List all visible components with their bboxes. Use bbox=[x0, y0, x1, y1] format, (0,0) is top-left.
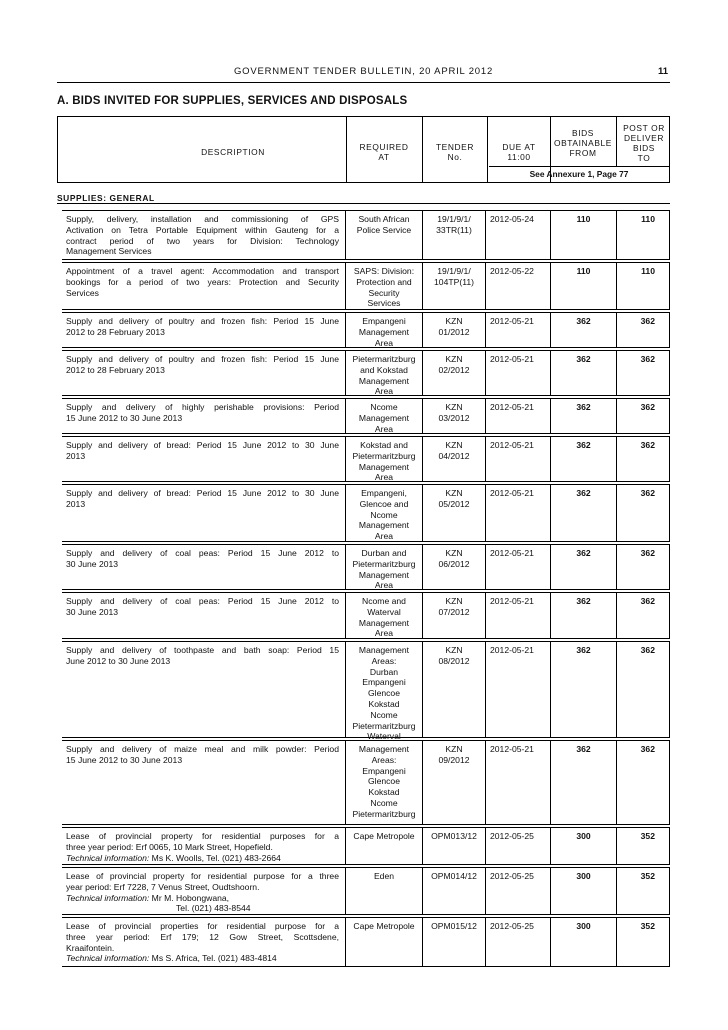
required-at-line: Area bbox=[374, 531, 394, 542]
page-number: 11 bbox=[657, 66, 668, 77]
col-tender-no bbox=[424, 142, 486, 162]
description-line: 2012 to 28 February 2013 bbox=[66, 326, 165, 337]
row-due-date: 2012-05-21 bbox=[485, 741, 550, 824]
row-post-deliver: 362 bbox=[616, 593, 670, 638]
row-required-at bbox=[345, 868, 422, 914]
required-at-line: Glencoe bbox=[367, 688, 400, 699]
technical-information bbox=[66, 903, 339, 914]
row-bids-obtainable: 110 bbox=[550, 263, 616, 309]
col-post-line: POST OR bbox=[623, 123, 665, 133]
col-required-at bbox=[348, 142, 420, 162]
col-post-line: BIDS bbox=[633, 143, 655, 153]
row-required-at bbox=[345, 211, 422, 259]
tender-number-line: KZN bbox=[445, 402, 463, 412]
required-at-line: SAPS: Division: bbox=[353, 266, 415, 276]
required-at-line: Glencoe bbox=[367, 776, 400, 787]
required-at-line: Pietermaritzburg bbox=[352, 354, 416, 364]
row-tender-number bbox=[422, 437, 485, 481]
required-at-line: and Kokstad bbox=[360, 364, 408, 375]
row-due-date: 2012-05-25 bbox=[485, 868, 550, 914]
row-description bbox=[62, 918, 345, 966]
required-at-line: Ncome bbox=[370, 402, 398, 412]
row-post-deliver: 362 bbox=[616, 437, 670, 481]
required-at-line: Management bbox=[358, 744, 410, 754]
description-line: Appointment of a travel agent: Accommodation and transport bbox=[66, 266, 339, 276]
description-line: Lease of provincial properties for residential purpose for a bbox=[66, 921, 339, 931]
description-line: Supply and delivery of toothpaste and bath soap: Period 15 bbox=[66, 645, 339, 655]
row-required-at bbox=[345, 828, 422, 864]
row-tender-number bbox=[422, 741, 485, 824]
tender-number-line: OPM013/12 bbox=[431, 831, 477, 841]
description-line: Supply and delivery of maize meal and milk powder: Period bbox=[66, 744, 339, 754]
row-due-date: 2012-05-25 bbox=[485, 918, 550, 966]
description-line: 15 June 2012 to 30 June 2013 bbox=[66, 412, 183, 423]
section-title: A. BIDS INVITED FOR SUPPLIES, SERVICES AND DISPOSALS bbox=[57, 95, 408, 107]
divider bbox=[346, 117, 347, 183]
row-tender-number bbox=[422, 593, 485, 638]
table-row bbox=[62, 544, 670, 590]
row-description bbox=[62, 437, 345, 481]
description-line: Kraaifontein. bbox=[66, 942, 115, 953]
row-due-date: 2012-05-21 bbox=[485, 313, 550, 347]
row-tender-number bbox=[422, 399, 485, 433]
required-at-line: Waterval bbox=[367, 606, 401, 617]
required-at-line: Kokstad bbox=[368, 698, 400, 709]
technical-information-label: Technical information: bbox=[66, 852, 150, 863]
technical-information-value: Ms S. Africa, Tel. (021) 483-4814 bbox=[151, 953, 277, 964]
row-tender-number bbox=[422, 828, 485, 864]
row-post-deliver: 110 bbox=[616, 263, 670, 309]
required-at-line: Area bbox=[374, 472, 394, 483]
col-due-at-line: DUE AT bbox=[502, 142, 536, 152]
tender-number-line: 19/1/9/1/ bbox=[437, 266, 471, 276]
description-line: 2013 bbox=[66, 498, 86, 509]
required-at-line: Durban bbox=[369, 666, 399, 677]
description-line: Supply and delivery of coal peas: Period 15 June 2012 to bbox=[66, 548, 339, 558]
table-row bbox=[62, 312, 670, 348]
description-line: Supply and delivery of bread: Period 15 June 2012 to 30 June bbox=[66, 488, 339, 498]
description-line: three year period: Erf 0065, 10 Mark Street, Hopefield. bbox=[66, 841, 273, 852]
row-description bbox=[62, 263, 345, 309]
row-tender-number bbox=[422, 351, 485, 395]
required-at-line: Management bbox=[358, 375, 410, 386]
tender-number-line: OPM014/12 bbox=[431, 871, 477, 881]
technical-information bbox=[66, 893, 339, 904]
row-description bbox=[62, 399, 345, 433]
description-line: bookings for a period of two years: Protection and Security bbox=[66, 276, 339, 287]
row-bids-obtainable: 362 bbox=[550, 313, 616, 347]
required-at-line: Empangeni bbox=[362, 316, 406, 326]
description-line: Supply and delivery of coal peas: Period 15 June 2012 to bbox=[66, 596, 339, 606]
required-at-line: Protection and bbox=[356, 276, 412, 287]
row-required-at bbox=[345, 263, 422, 309]
tender-number-line: 06/2012 bbox=[438, 558, 470, 569]
row-post-deliver: 362 bbox=[616, 313, 670, 347]
row-due-date: 2012-05-21 bbox=[485, 593, 550, 638]
required-at-line: Waterval bbox=[367, 731, 401, 742]
table-row bbox=[62, 210, 670, 260]
required-at-line: Management bbox=[358, 326, 410, 337]
row-due-date: 2012-05-21 bbox=[485, 642, 550, 737]
row-post-deliver: 352 bbox=[616, 868, 670, 914]
description-line: Lease of provincial property for residential purposes for a bbox=[66, 831, 339, 841]
col-bids-obtainable bbox=[550, 128, 616, 158]
row-bids-obtainable: 300 bbox=[550, 868, 616, 914]
row-bids-obtainable: 362 bbox=[550, 437, 616, 481]
bulletin-title: GOVERNMENT TENDER BULLETIN, 20 APRIL 2012 bbox=[233, 66, 494, 77]
tender-number-line: KZN bbox=[445, 744, 463, 754]
description-line: contract period of two years for Division: Technology bbox=[66, 235, 339, 246]
row-post-deliver: 362 bbox=[616, 741, 670, 824]
row-post-deliver: 352 bbox=[616, 918, 670, 966]
row-tender-number bbox=[422, 263, 485, 309]
tender-number-line: 33TR(11) bbox=[436, 224, 472, 235]
row-description bbox=[62, 868, 345, 914]
required-at-line: Pietermaritzburg bbox=[352, 558, 416, 569]
row-post-deliver: 362 bbox=[616, 399, 670, 433]
row-bids-obtainable: 362 bbox=[550, 545, 616, 589]
required-at-line: Security bbox=[368, 287, 400, 298]
col-post-line: TO bbox=[637, 153, 651, 163]
required-at-line: Services bbox=[367, 298, 401, 309]
tender-number-line: 03/2012 bbox=[438, 412, 470, 423]
required-at-line: Cape Metropole bbox=[353, 831, 415, 841]
description-line: Services bbox=[66, 287, 99, 298]
row-post-deliver: 362 bbox=[616, 351, 670, 395]
row-tender-number bbox=[422, 918, 485, 966]
row-required-at bbox=[345, 437, 422, 481]
description-line: Supply and delivery of poultry and frozen fish: Period 15 June bbox=[66, 354, 339, 364]
row-description bbox=[62, 313, 345, 347]
row-due-date: 2012-05-24 bbox=[485, 211, 550, 259]
row-description bbox=[62, 211, 345, 259]
col-due-at bbox=[489, 142, 549, 162]
required-at-line: Area bbox=[374, 423, 394, 434]
row-due-date: 2012-05-21 bbox=[485, 437, 550, 481]
required-at-line: Pietermaritzburg bbox=[352, 808, 416, 819]
required-at-line: Kokstad bbox=[368, 787, 400, 798]
required-at-line: Empangeni bbox=[362, 765, 406, 776]
required-at-line: Glencoe and bbox=[359, 498, 409, 509]
row-due-date: 2012-05-21 bbox=[485, 545, 550, 589]
technical-information bbox=[66, 853, 339, 864]
description-line: Supply and delivery of bread: Period 15 June 2012 to 30 June bbox=[66, 440, 339, 450]
row-bids-obtainable: 300 bbox=[550, 918, 616, 966]
required-at-line: Pietermaritzburg bbox=[352, 450, 416, 461]
row-required-at bbox=[345, 741, 422, 824]
technical-information-label: Technical information: bbox=[66, 892, 150, 903]
description-line: year period: Erf 7228, 7 Venus Street, Oudtshoorn. bbox=[66, 881, 260, 892]
tender-number-line: 02/2012 bbox=[438, 364, 470, 375]
description-line: Activation on Tetra Portable Equipment within Gauteng for a bbox=[66, 224, 339, 235]
col-tender-no-line: No. bbox=[447, 152, 463, 162]
row-required-at bbox=[345, 313, 422, 347]
description-line: Supply and delivery of poultry and frozen fish: Period 15 June bbox=[66, 316, 339, 326]
row-bids-obtainable: 362 bbox=[550, 642, 616, 737]
row-tender-number bbox=[422, 313, 485, 347]
required-at-line: Eden bbox=[373, 871, 395, 881]
table-row bbox=[62, 867, 670, 915]
annexure-rule bbox=[489, 166, 669, 167]
col-description: DESCRIPTION bbox=[201, 147, 265, 157]
row-due-date: 2012-05-21 bbox=[485, 399, 550, 433]
row-due-date: 2012-05-22 bbox=[485, 263, 550, 309]
required-at-line: South African bbox=[358, 214, 410, 224]
row-description bbox=[62, 642, 345, 737]
required-at-line: Ncome bbox=[370, 797, 398, 808]
table-row bbox=[62, 262, 670, 310]
technical-information-value: Ms K. Woolls, Tel. (021) 483-2664 bbox=[151, 852, 281, 863]
required-at-line: Area bbox=[374, 337, 394, 348]
row-description bbox=[62, 485, 345, 541]
table-row bbox=[62, 592, 670, 639]
required-at-line: Ncome bbox=[370, 709, 398, 720]
row-tender-number bbox=[422, 485, 485, 541]
tender-number-line: KZN bbox=[445, 596, 463, 606]
description-line: 2012 to 28 February 2013 bbox=[66, 364, 165, 375]
required-at-line: Cape Metropole bbox=[353, 921, 415, 931]
tender-number-line: KZN bbox=[445, 440, 463, 450]
col-bids-line: OBTAINABLE bbox=[554, 138, 612, 148]
row-post-deliver: 352 bbox=[616, 828, 670, 864]
category-rule bbox=[57, 203, 670, 204]
table-row bbox=[62, 917, 670, 967]
row-bids-obtainable: 362 bbox=[550, 593, 616, 638]
required-at-line: Ncome and bbox=[362, 596, 406, 606]
table-row bbox=[62, 641, 670, 742]
required-at-line: Durban and bbox=[361, 548, 407, 558]
category-heading: SUPPLIES: GENERAL bbox=[57, 193, 155, 203]
technical-information-value: Mr M. Hobongwana, bbox=[151, 892, 230, 903]
required-at-line: Areas: bbox=[371, 655, 397, 666]
required-at-line: Police Service bbox=[356, 224, 412, 235]
row-bids-obtainable: 110 bbox=[550, 211, 616, 259]
row-bids-obtainable: 362 bbox=[550, 399, 616, 433]
description-line: 15 June 2012 to 30 June 2013 bbox=[66, 754, 183, 765]
row-tender-number bbox=[422, 211, 485, 259]
table-row bbox=[62, 436, 670, 482]
tender-number-line: 09/2012 bbox=[438, 754, 470, 765]
required-at-line: Ncome bbox=[370, 509, 398, 520]
table-row bbox=[62, 740, 670, 825]
required-at-line: Management bbox=[358, 645, 410, 655]
row-due-date: 2012-05-21 bbox=[485, 485, 550, 541]
table-row bbox=[62, 350, 670, 396]
technical-information-label: Technical information: bbox=[66, 953, 150, 964]
tender-number-line: 08/2012 bbox=[438, 655, 470, 666]
tender-number-line: KZN bbox=[445, 488, 463, 498]
col-due-at-line: 11:00 bbox=[507, 152, 531, 162]
required-at-line: Area bbox=[374, 628, 394, 639]
required-at-line: Pietermaritzburg bbox=[352, 720, 416, 731]
row-description bbox=[62, 593, 345, 638]
description-line: Lease of provincial property for residential purpose for a three bbox=[66, 871, 339, 881]
row-bids-obtainable: 362 bbox=[550, 485, 616, 541]
tender-number-line: KZN bbox=[445, 645, 463, 655]
tender-number-line: 04/2012 bbox=[438, 450, 470, 461]
divider bbox=[487, 117, 488, 183]
description-line: 2013 bbox=[66, 450, 86, 461]
row-post-deliver: 110 bbox=[616, 211, 670, 259]
required-at-line: Management bbox=[358, 412, 410, 423]
tender-number-line: 07/2012 bbox=[438, 606, 470, 617]
description-line: 30 June 2013 bbox=[66, 606, 119, 617]
col-required-at-line: AT bbox=[378, 152, 390, 162]
table-row bbox=[62, 484, 670, 542]
row-required-at bbox=[345, 485, 422, 541]
row-description bbox=[62, 545, 345, 589]
header-rule bbox=[57, 82, 670, 83]
description-line: 30 June 2013 bbox=[66, 558, 119, 569]
row-required-at bbox=[345, 545, 422, 589]
row-required-at bbox=[345, 399, 422, 433]
annexure-note: See Annexure 1, Page 77 bbox=[529, 169, 629, 179]
required-at-line: Management bbox=[358, 461, 410, 472]
required-at-line: Areas: bbox=[371, 754, 397, 765]
row-description bbox=[62, 351, 345, 395]
tender-number-line: 104TP(11) bbox=[434, 276, 474, 287]
row-post-deliver: 362 bbox=[616, 485, 670, 541]
table-row bbox=[62, 398, 670, 434]
row-post-deliver: 362 bbox=[616, 642, 670, 737]
col-post-or-deliver bbox=[617, 123, 671, 163]
row-bids-obtainable: 300 bbox=[550, 828, 616, 864]
row-required-at bbox=[345, 642, 422, 742]
tender-number-line: 05/2012 bbox=[438, 498, 470, 509]
required-at-line: Management bbox=[358, 617, 410, 628]
required-at-line: Area bbox=[374, 580, 394, 591]
required-at-line: Kokstad and bbox=[360, 440, 408, 450]
description-line: Management Services bbox=[66, 246, 152, 257]
row-due-date: 2012-05-21 bbox=[485, 351, 550, 395]
row-required-at bbox=[345, 918, 422, 966]
row-tender-number bbox=[422, 545, 485, 589]
technical-information bbox=[66, 953, 339, 964]
row-description bbox=[62, 741, 345, 824]
row-post-deliver: 362 bbox=[616, 545, 670, 589]
tender-number-line: KZN bbox=[445, 548, 463, 558]
required-at-line: Management bbox=[358, 569, 410, 580]
col-required-at-line: REQUIRED bbox=[359, 142, 409, 152]
description-line: Supply and delivery of highly perishable provisions: Period bbox=[66, 402, 339, 412]
row-bids-obtainable: 362 bbox=[550, 741, 616, 824]
col-bids-line: BIDS bbox=[572, 128, 594, 138]
tender-number-line: 01/2012 bbox=[438, 326, 470, 337]
col-bids-line: FROM bbox=[569, 148, 597, 158]
row-required-at bbox=[345, 351, 422, 395]
row-tender-number bbox=[422, 642, 485, 737]
row-bids-obtainable: 362 bbox=[550, 351, 616, 395]
tender-number-line: 19/1/9/1/ bbox=[437, 214, 471, 224]
description-line: June 2012 to 30 June 2013 bbox=[66, 655, 171, 666]
required-at-line: Management bbox=[358, 520, 410, 531]
page-header bbox=[57, 64, 670, 80]
tender-number-line: KZN bbox=[445, 316, 463, 326]
row-required-at bbox=[345, 593, 422, 638]
required-at-line: Empangeni bbox=[362, 677, 406, 688]
col-post-line: DELIVER bbox=[623, 133, 665, 143]
col-tender-no-line: TENDER bbox=[435, 142, 475, 152]
table-row bbox=[62, 827, 670, 865]
row-due-date: 2012-05-25 bbox=[485, 828, 550, 864]
required-at-line: Area bbox=[374, 386, 394, 397]
description-line: three year period: Erf 179; 12 Gow Street, Scottsdene, bbox=[66, 931, 339, 942]
tender-number-line: KZN bbox=[445, 354, 463, 364]
required-at-line: Empangeni, bbox=[361, 488, 407, 498]
tender-number-line: OPM015/12 bbox=[431, 921, 477, 931]
divider bbox=[422, 117, 423, 183]
technical-information-value: Tel. (021) 483-8544 bbox=[176, 903, 251, 914]
row-description bbox=[62, 828, 345, 864]
row-tender-number bbox=[422, 868, 485, 914]
description-line: Supply, delivery, installation and commissioning of GPS bbox=[66, 214, 339, 224]
